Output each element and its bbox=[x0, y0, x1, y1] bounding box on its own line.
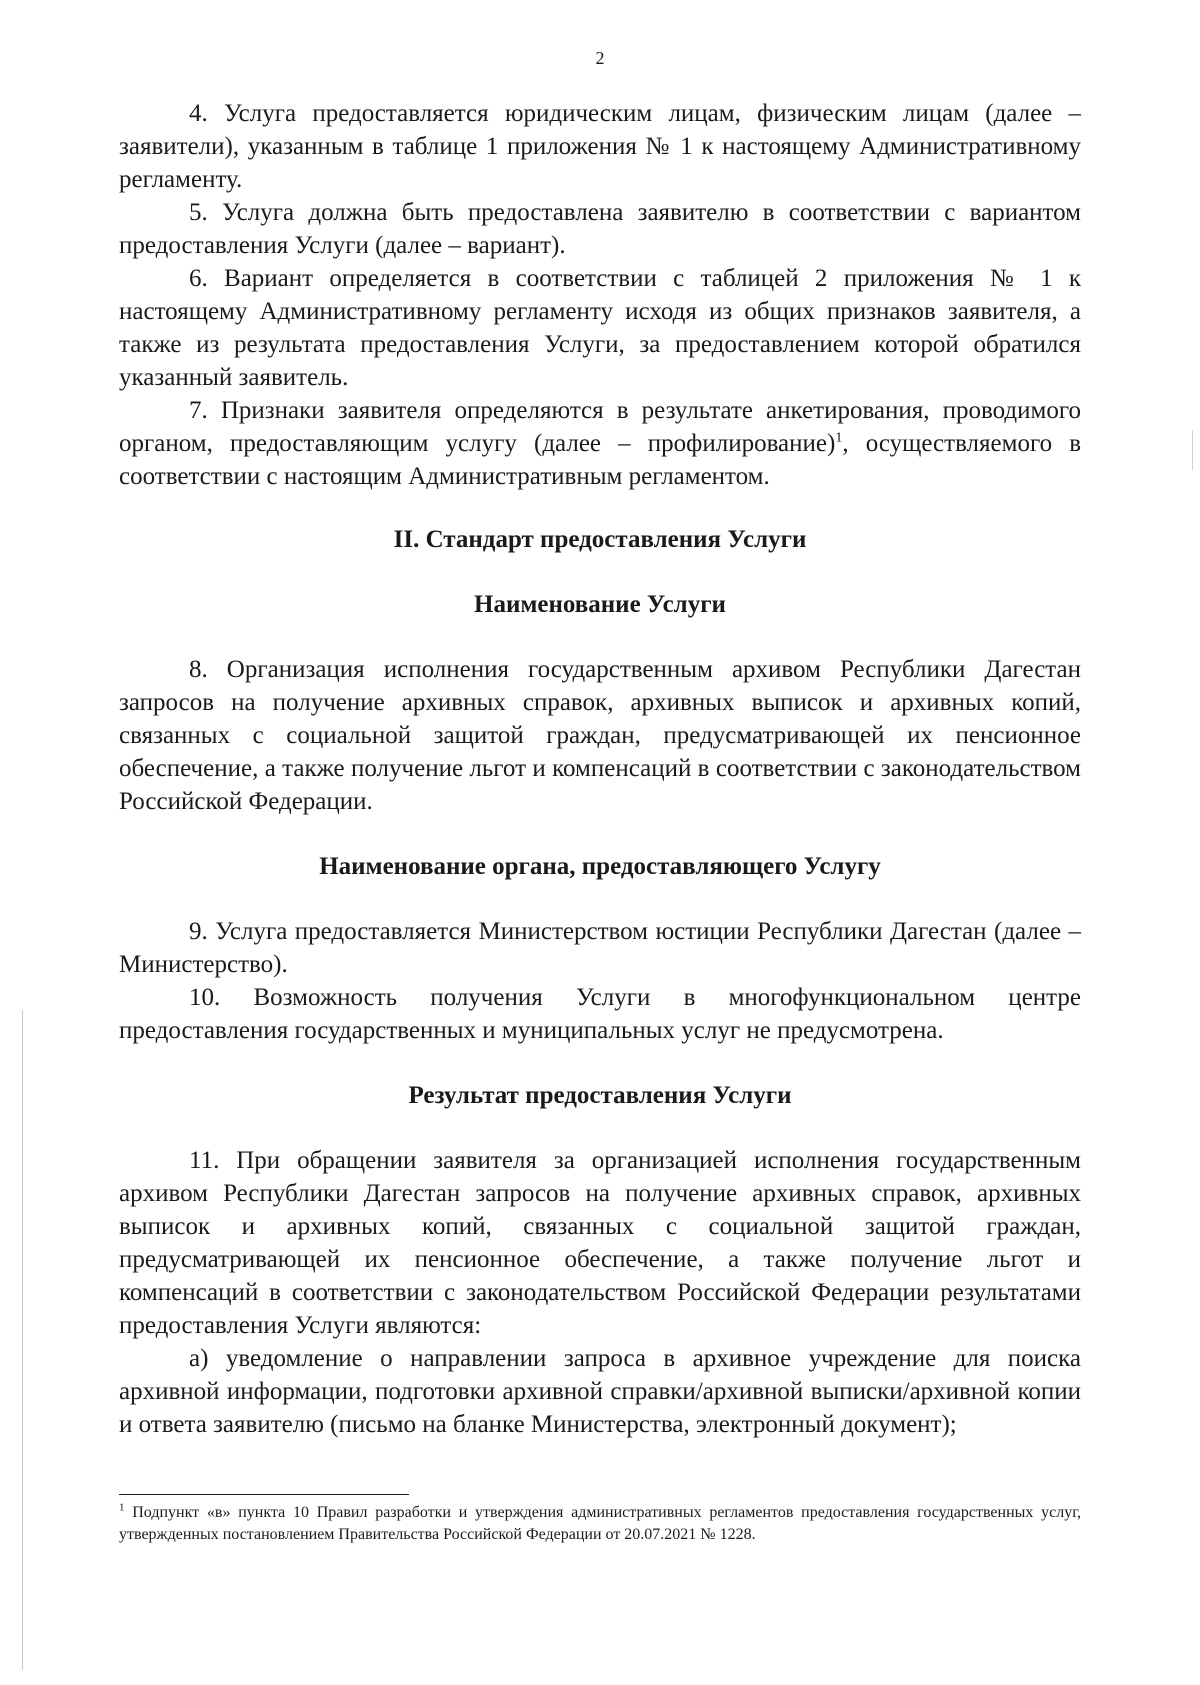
footnote-text: Подпункт «в» пункта 10 Правил разработки и утверждения административных регламентов предоставления государственных услуг, утвержденных постановлением Правительства Российской Федерации от 20.07.2021 № 1228. bbox=[119, 1504, 1081, 1543]
paragraph-7 bbox=[119, 394, 1081, 493]
scan-edge-line bbox=[22, 1010, 23, 1670]
section-title: II. Стандарт предоставления Услуги bbox=[393, 526, 807, 553]
paragraph-7-text-end: , осуществляемого в соответствии с настоящим Административным регламентом. bbox=[119, 430, 1081, 490]
footnote-divider bbox=[119, 1494, 409, 1495]
page-number: 2 bbox=[595, 48, 605, 68]
heading-result: Результат предоставления Услуги bbox=[408, 1082, 792, 1109]
heading-authority: Наименование органа, предоставляющего Услугу bbox=[319, 853, 881, 880]
paragraph-8: 8. Организация исполнения государственным архивом Республики Дагестан запросов на получение архивных справок, архивных выписок и архивных копий, связанных с социальной защитой граждан, предусматривающей их пенсионное обеспечение, а также получение льгот и компенсаций в соответствии с законодательством Российской Федерации. bbox=[119, 656, 1081, 815]
paragraph-11: 11. При обращении заявителя за организацией исполнения государственным архивом Республики Дагестан запросов на получение архивных справок, архивных выписок и архивных копий, связанных с социальной защитой граждан, предусматривающей их пенсионное обеспечение, а также получение льгот и компенсаций в соответствии с законодательством Российской Федерации результатами предоставления Услуги являются: bbox=[119, 1147, 1081, 1339]
paragraph-5: 5. Услуга должна быть предоставлена заявителю в соответствии с вариантом предоставления Услуги (далее – вариант). bbox=[119, 199, 1081, 259]
footnote bbox=[119, 1502, 1081, 1546]
paragraph-7-text: 7. Признаки заявителя определяются в результате анкетирования, проводимого органом, предоставляющим услугу (далее – профилирование) bbox=[119, 397, 1081, 457]
footnote-reference[interactable]: 1 bbox=[835, 430, 843, 446]
paragraph-11a: а) уведомление о направлении запроса в архивное учреждение для поиска архивной информации, подготовки архивной справки/архивной выписки/архивной копии и ответа заявителю (письмо на бланке Министерства, электронный документ); bbox=[119, 1345, 1081, 1438]
scan-edge-mark bbox=[1192, 430, 1193, 470]
paragraph-6: 6. Вариант определяется в соответствии с таблицей 2 приложения № 1 к настоящему Административному регламенту исходя из общих признаков заявителя, а также из результата предоставления Услуги, за предоставлением которой обратился указанный заявитель. bbox=[119, 265, 1081, 391]
document-body bbox=[119, 97, 1081, 1441]
paragraph-10: 10. Возможность получения Услуги в многофункциональном центре предоставления государственных и муниципальных услуг не предусмотрена. bbox=[119, 984, 1081, 1044]
heading-service-name: Наименование Услуги bbox=[474, 591, 726, 618]
paragraph-4: 4. Услуга предоставляется юридическим лицам, физическим лицам (далее – заявители), указанным в таблице 1 приложения № 1 к настоящему Административному регламенту. bbox=[119, 100, 1081, 193]
paragraph-9: 9. Услуга предоставляется Министерством юстиции Республики Дагестан (далее – Министерство). bbox=[119, 918, 1081, 978]
footnote-mark: 1 bbox=[119, 1501, 125, 1514]
